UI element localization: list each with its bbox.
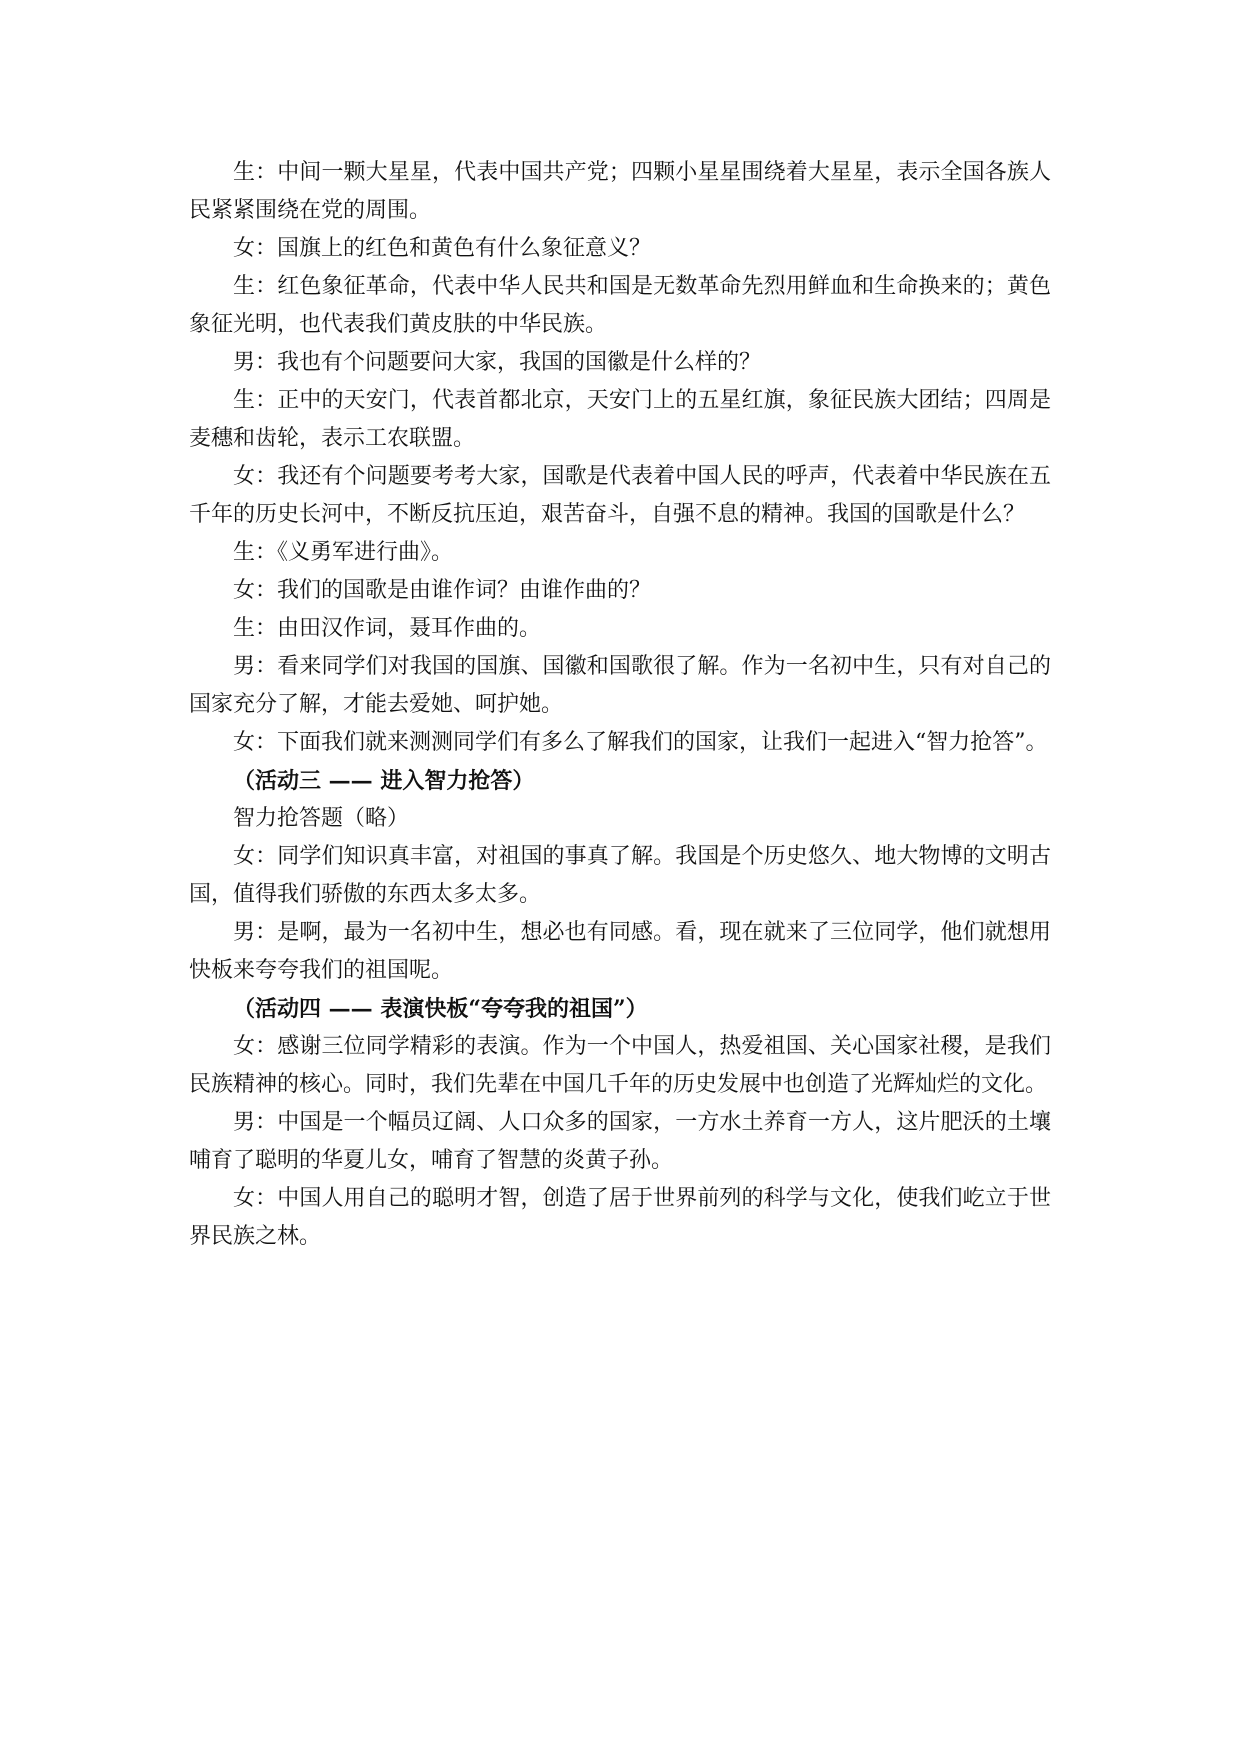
dialogue-paragraph: 女：中国人用自己的聪明才智，创造了居于世界前列的科学与文化，使我们屹立于世界民族之林。 [189, 1186, 1051, 1249]
dialogue-paragraph: 女：国旗上的红色和黄色有什么象征意义？ [233, 236, 652, 261]
dialogue-paragraph: 女：同学们知识真丰富，对祖国的事真了解。我国是个历史悠久、地大物博的文明古国，值得我们骄傲的东西太多太多。 [189, 844, 1051, 907]
dialogue-paragraph: 女：感谢三位同学精彩的表演。作为一个中国人，热爱祖国、关心国家社稷，是我们民族精神的核心。同时，我们先辈在中国几千年的历史发展中也创造了光辉灿烂的文化。 [189, 1034, 1051, 1097]
dialogue-paragraph: 女：下面我们就来测测同学们有多么了解我们的国家，让我们一起进入“智力抢答”。 [233, 730, 1048, 755]
dialogue-paragraph: 生：中间一颗大星星，代表中国共产党；四颗小星星围绕着大星星，表示全国各族人民紧紧围绕在党的周围。 [189, 160, 1051, 223]
dialogue-paragraph: 智力抢答题（略） [233, 806, 410, 831]
dialogue-paragraph: 生：红色象征革命，代表中华人民共和国是无数革命先烈用鲜血和生命换来的；黄色象征光明，也代表我们黄皮肤的中华民族。 [189, 274, 1051, 337]
activity-heading: （活动四 —— 表演快板“夸夸我的祖国”） [233, 996, 648, 1022]
activity-heading: （活动三 —— 进入智力抢答） [233, 768, 535, 794]
dialogue-paragraph: 男：我也有个问题要问大家，我国的国徽是什么样的？ [233, 350, 762, 375]
document-body [189, 154, 1051, 1256]
dialogue-paragraph: 生：正中的天安门，代表首都北京，天安门上的五星红旗，象征民族大团结；四周是麦穗和齿轮，表示工农联盟。 [189, 388, 1051, 451]
dialogue-paragraph: 男：是啊，最为一名初中生，想必也有同感。看，现在就来了三位同学，他们就想用快板来夸夸我们的祖国呢。 [189, 920, 1051, 983]
dialogue-paragraph: 男：中国是一个幅员辽阔、人口众多的国家，一方水土养育一方人，这片肥沃的土壤哺育了聪明的华夏儿女，哺育了智慧的炎黄子孙。 [189, 1110, 1051, 1173]
dialogue-paragraph: 生：由田汉作词，聂耳作曲的。 [233, 616, 542, 641]
dialogue-paragraph: 女：我们的国歌是由谁作词？由谁作曲的？ [233, 578, 652, 603]
dialogue-paragraph: 生：《义勇军进行曲》。 [233, 540, 454, 565]
dialogue-paragraph: 女：我还有个问题要考考大家，国歌是代表着中国人民的呼声，代表着中华民族在五千年的历史长河中，不断反抗压迫，艰苦奋斗，自强不息的精神。我国的国歌是什么？ [189, 464, 1051, 527]
dialogue-paragraph: 男：看来同学们对我国的国旗、国徽和国歌很了解。作为一名初中生，只有对自己的国家充分了解，才能去爱她、呵护她。 [189, 654, 1051, 717]
